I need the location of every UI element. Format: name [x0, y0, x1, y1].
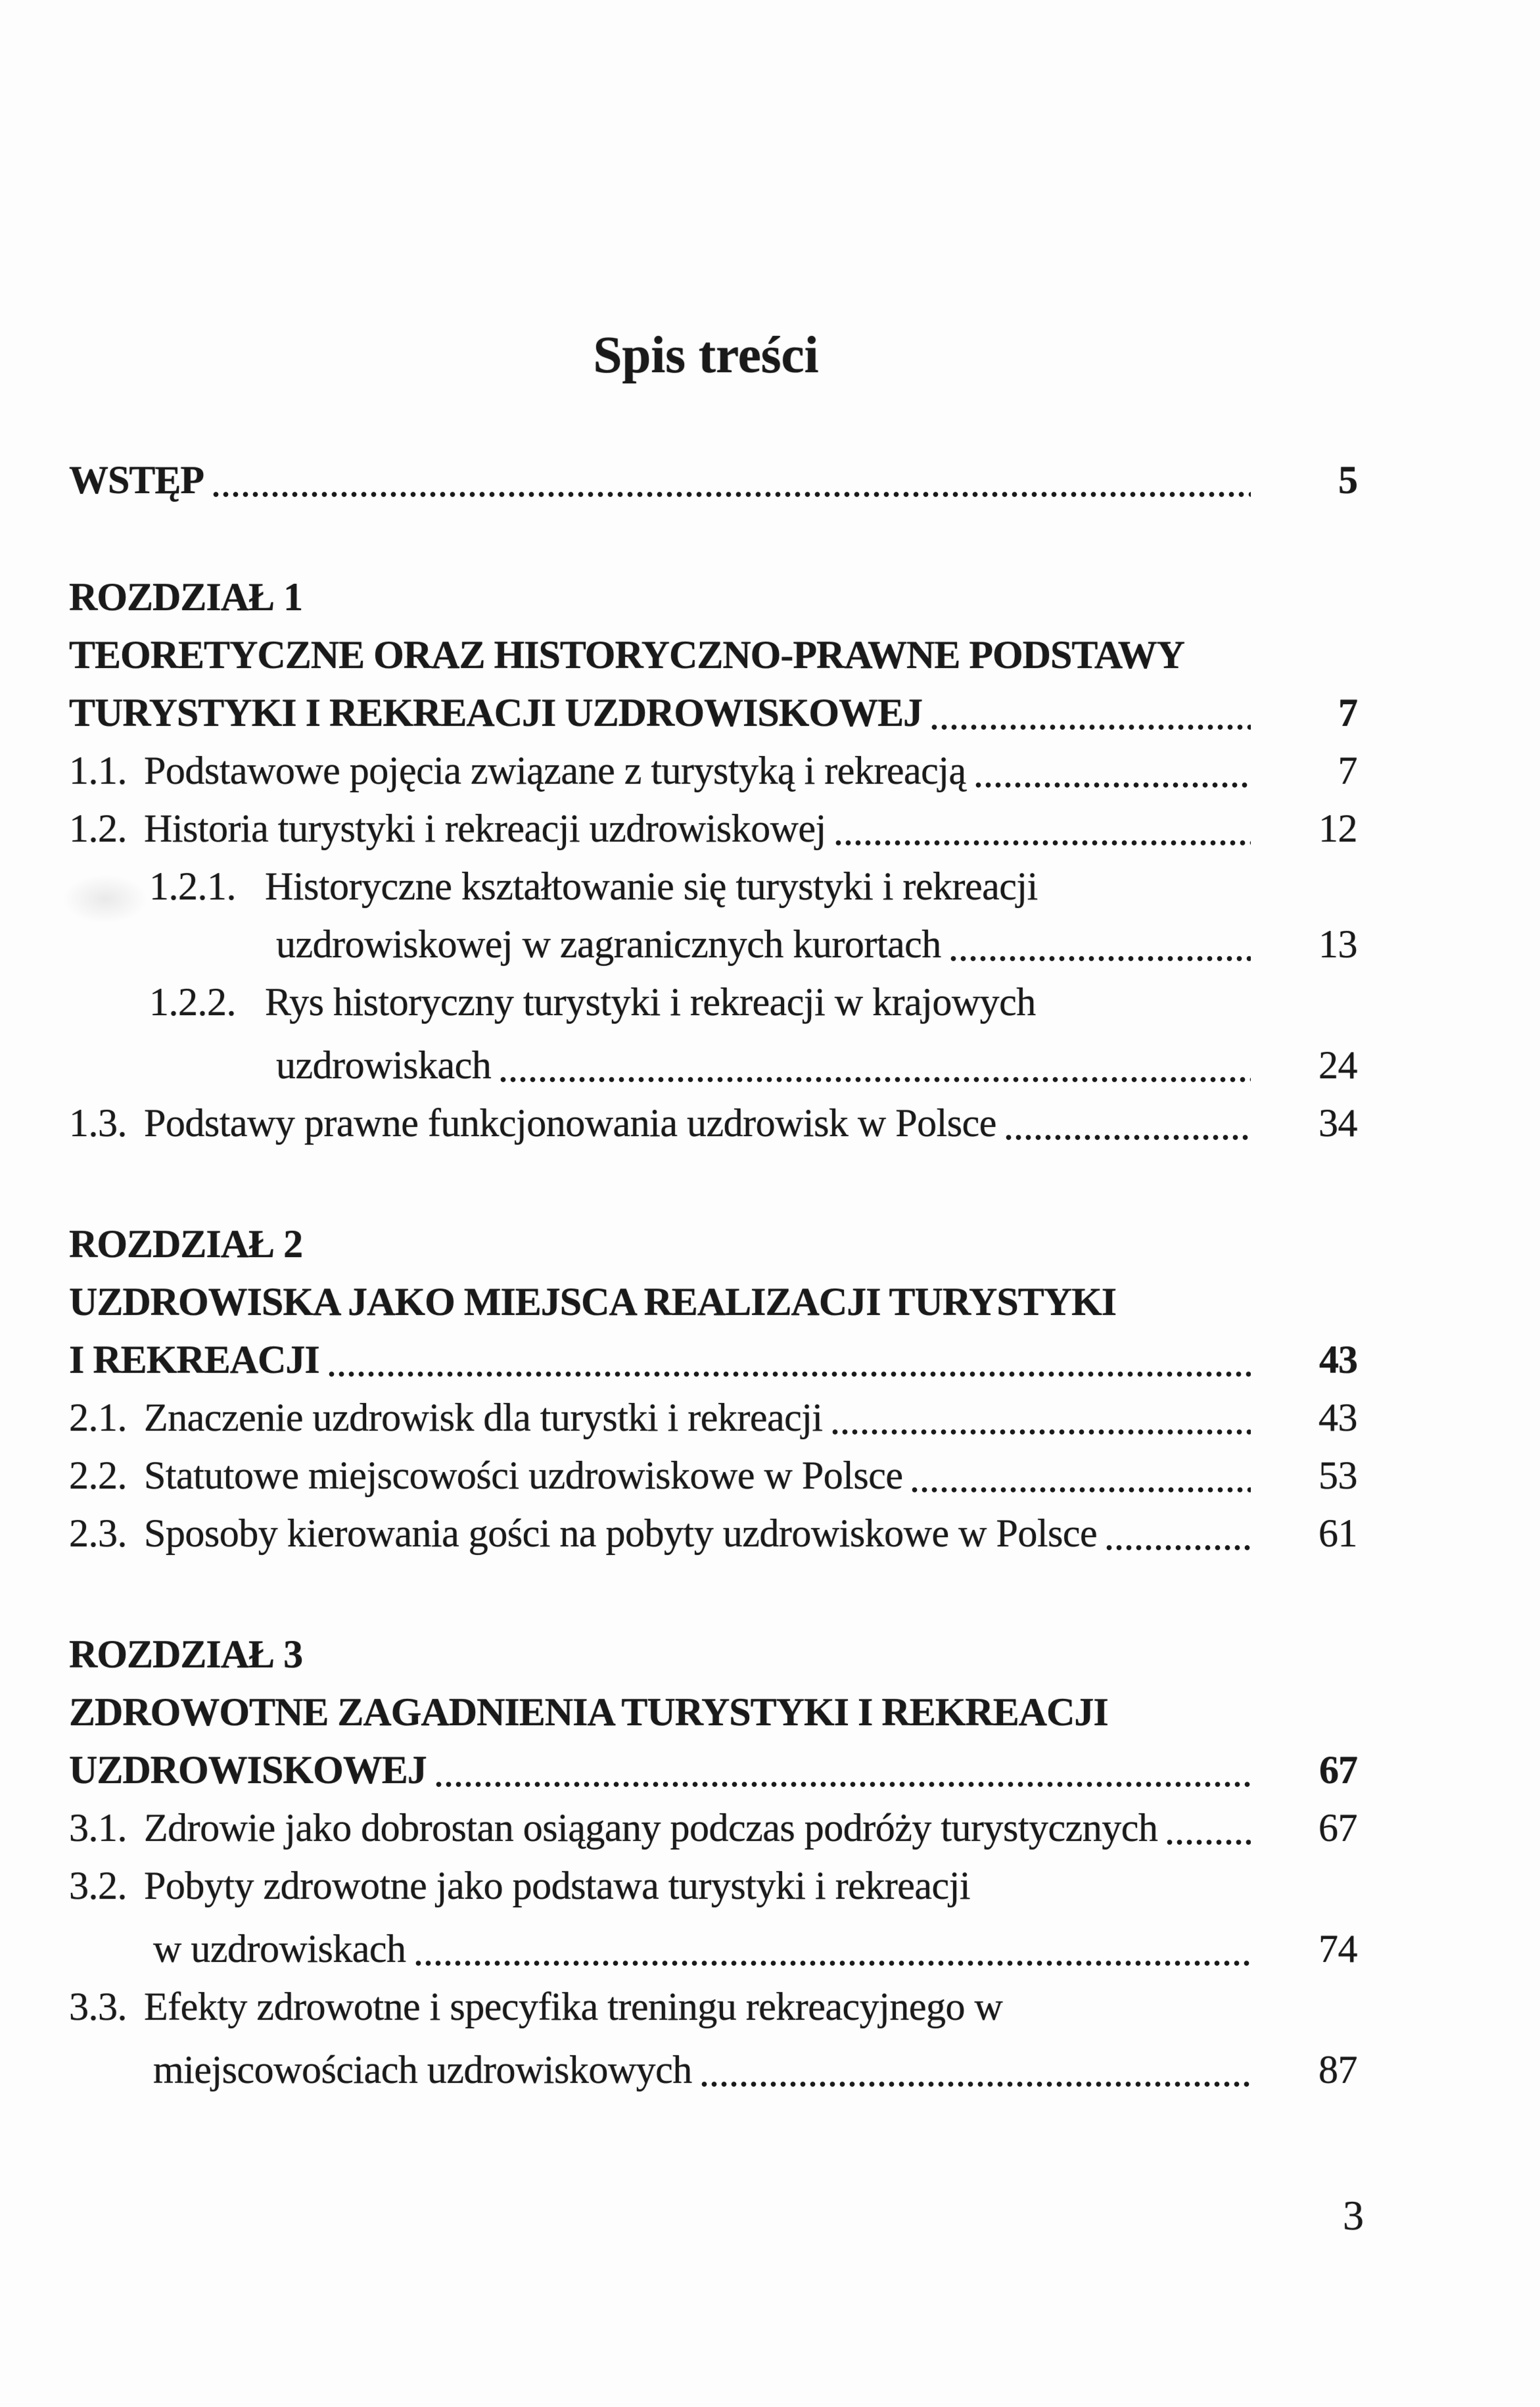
toc-entry-label: uzdrowiskach	[276, 1043, 492, 1087]
toc-entry-label: TEORETYCZNE ORAZ HISTORYCZNO-PRAWNE PODSTAWY	[69, 633, 1184, 677]
toc-entry-number: 3.2.	[69, 1864, 127, 1907]
toc-entry-label: Podstawowe pojęcia związane z turystyką i rekreacją	[144, 749, 966, 792]
toc-dotted-leader	[912, 1446, 1251, 1504]
toc-entry-label: ZDROWOTNE ZAGADNIENIA TURYSTYKI I REKREACJI	[69, 1690, 1108, 1734]
toc-row	[69, 1799, 1357, 1857]
toc-entry-label: Zdrowie jako dobrostan osiągany podczas podróży turystycznych	[144, 1806, 1158, 1849]
toc-page-number: 74	[1318, 1927, 1357, 1970]
toc-entry-label: Podstawy prawne funkcjonowania uzdrowisk w Polsce	[144, 1101, 996, 1145]
toc-entry-number: 3.1.	[69, 1806, 127, 1849]
toc-page-number: 5	[1338, 458, 1357, 502]
toc-entry-label: ROZDZIAŁ 2	[69, 1222, 303, 1266]
toc-dotted-leader	[832, 1389, 1251, 1446]
table-of-contents	[69, 451, 1357, 2099]
toc-page-number: 67	[1318, 1806, 1357, 1849]
toc-dotted-leader	[436, 1741, 1251, 1799]
toc-entry-number: 1.2.1.	[149, 865, 236, 908]
toc-entry-number: 1.3.	[69, 1101, 127, 1145]
folio-page-number: 3	[1343, 2192, 1364, 2239]
toc-row	[69, 2041, 1357, 2099]
toc-row	[69, 1625, 1357, 1683]
toc-row	[69, 1741, 1357, 1799]
toc-page-number: 7	[1338, 691, 1357, 734]
toc-dotted-leader	[1106, 1504, 1251, 1562]
toc-dotted-leader	[975, 742, 1251, 799]
toc-entry-number: 1.1.	[69, 749, 127, 792]
toc-page-number: 34	[1318, 1101, 1357, 1145]
toc-entry-label: TURYSTYKI I REKREACJI UZDROWISKOWEJ	[69, 691, 923, 734]
toc-entry-label: Historyczne kształtowanie się turystyki i rekreacji	[265, 865, 1038, 908]
toc-entry-label: UZDROWISKOWEJ	[69, 1748, 427, 1792]
toc-row	[69, 1978, 1357, 2036]
toc-page-number: 67	[1319, 1748, 1357, 1792]
toc-entry-label: UZDROWISKA JAKO MIEJSCA REALIZACJI TURYSTYKI	[69, 1280, 1117, 1323]
toc-row	[69, 915, 1357, 973]
toc-entry-number: 1.2.2.	[149, 980, 236, 1024]
toc-entry-number: 2.3.	[69, 1512, 127, 1555]
toc-page-number: 53	[1318, 1454, 1357, 1497]
toc-entry-number: 1.2.	[69, 807, 127, 850]
toc-dotted-leader	[835, 799, 1251, 857]
toc-entry-label: Sposoby kierowania gości na pobyty uzdrowiskowe w Polsce	[144, 1512, 1098, 1555]
toc-row	[69, 742, 1357, 799]
toc-entry-label: ROZDZIAŁ 3	[69, 1632, 303, 1676]
toc-page-number: 87	[1318, 2048, 1357, 2091]
toc-page-number: 13	[1318, 922, 1357, 966]
toc-page-number: 61	[1318, 1512, 1357, 1555]
toc-entry-label: ROZDZIAŁ 1	[69, 575, 303, 619]
toc-entry-label: miejscowościach uzdrowiskowych	[153, 2048, 692, 2091]
toc-row	[69, 626, 1357, 684]
page-title: Spis treści	[593, 327, 819, 384]
toc-entry-label: uzdrowiskowej w zagranicznych kurortach	[276, 922, 941, 966]
toc-row	[69, 568, 1357, 626]
toc-entry-number: 2.1.	[69, 1396, 127, 1439]
toc-page-number: 43	[1319, 1338, 1357, 1381]
toc-dotted-leader	[500, 1036, 1251, 1094]
toc-entry-label: I REKREACJI	[69, 1338, 319, 1381]
toc-dotted-leader	[213, 451, 1251, 509]
toc-dotted-leader	[329, 1331, 1251, 1389]
toc-row	[69, 1331, 1357, 1389]
toc-page-number: 12	[1318, 807, 1357, 850]
toc-row	[69, 451, 1357, 509]
toc-row	[69, 1036, 1357, 1094]
toc-row	[69, 1920, 1357, 1978]
toc-row	[69, 799, 1357, 857]
toc-dotted-leader	[415, 1920, 1251, 1978]
toc-row	[69, 1504, 1357, 1562]
toc-dotted-leader	[931, 684, 1251, 742]
toc-row	[69, 1683, 1357, 1741]
toc-row	[69, 1273, 1357, 1331]
toc-row	[69, 973, 1357, 1031]
toc-row	[69, 1094, 1357, 1152]
toc-page-number: 24	[1318, 1043, 1357, 1087]
toc-page-number: 43	[1318, 1396, 1357, 1439]
toc-entry-label: Statutowe miejscowości uzdrowiskowe w Polsce	[144, 1454, 903, 1497]
toc-row	[69, 1389, 1357, 1446]
toc-dotted-leader	[1006, 1094, 1251, 1152]
toc-row	[69, 857, 1357, 915]
toc-entry-number: 2.2.	[69, 1454, 127, 1497]
toc-entry-number: 3.3.	[69, 1985, 127, 2028]
toc-entry-label: Rys historyczny turystyki i rekreacji w krajowych	[265, 980, 1036, 1024]
toc-entry-label: Efekty zdrowotne i specyfika treningu rekreacyjnego w	[144, 1985, 1003, 2028]
toc-dotted-leader	[950, 915, 1251, 973]
toc-page-number: 7	[1338, 749, 1357, 792]
toc-row	[69, 1446, 1357, 1504]
toc-row	[69, 684, 1357, 742]
toc-entry-label: WSTĘP	[69, 458, 204, 502]
toc-row	[69, 1215, 1357, 1273]
toc-dotted-leader	[701, 2041, 1251, 2099]
toc-entry-label: Znaczenie uzdrowisk dla turystki i rekreacji	[144, 1396, 823, 1439]
toc-dotted-leader	[1167, 1799, 1251, 1857]
toc-entry-label: Historia turystyki i rekreacji uzdrowiskowej	[144, 807, 826, 850]
toc-entry-label: Pobyty zdrowotne jako podstawa turystyki i rekreacji	[144, 1864, 971, 1907]
toc-entry-label: w uzdrowiskach	[153, 1927, 406, 1970]
toc-row	[69, 1857, 1357, 1915]
